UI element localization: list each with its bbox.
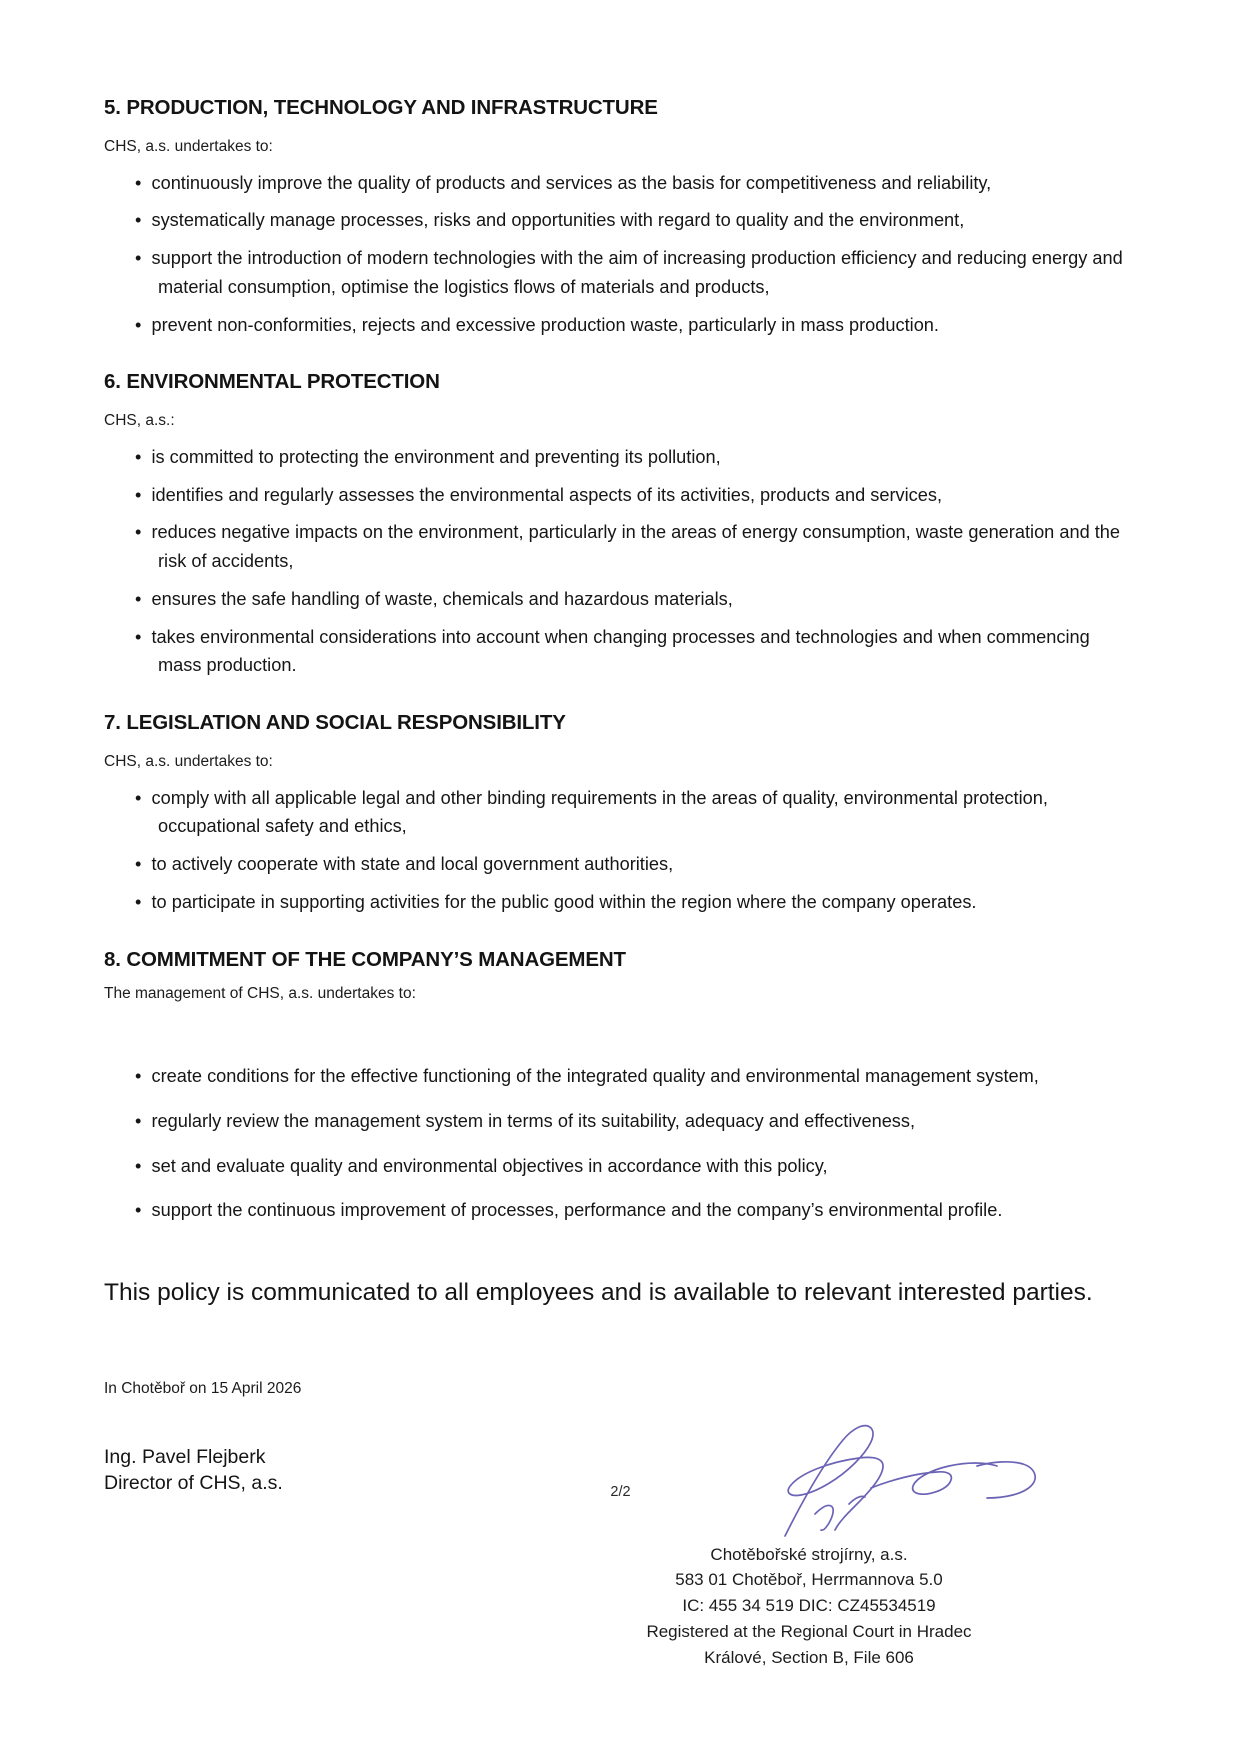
bullet-icon: • <box>135 626 142 647</box>
bullet-text <box>104 443 1129 472</box>
bullet-label: support the introduction of modern technologies with the aim of increasing production efficiency and reducing energy and material consumption, optimise the logistics flows of materials and products, <box>151 248 1123 297</box>
list-item <box>104 1107 1129 1136</box>
bullet-icon: • <box>135 787 142 808</box>
bullet-icon: • <box>135 1155 142 1176</box>
bullet-text <box>104 169 1129 198</box>
bullet-text <box>104 481 1129 510</box>
company-court-registration-line1: Registered at the Regional Court in Hradec <box>646 1622 972 1642</box>
bullet-icon: • <box>135 210 142 231</box>
bullet-text <box>104 888 1129 917</box>
bullet-text <box>104 850 1129 879</box>
company-address: 583 01 Chotěboř, Herrmannova 5.0 <box>675 1570 943 1590</box>
list-item <box>104 784 1129 842</box>
bullet-text <box>104 585 1129 614</box>
list-item <box>104 311 1129 340</box>
section-bullet-list <box>104 784 1129 917</box>
bullet-icon: • <box>135 1066 142 1087</box>
signer-name: Ing. Pavel Flejberk <box>104 1445 266 1468</box>
company-name: Chotěbořské strojírny, a.s. <box>710 1544 908 1564</box>
bullet-label: continuously improve the quality of products and services as the basis for competitiveness and reliability, <box>151 172 992 193</box>
bullet-text <box>104 1107 1129 1136</box>
bullet-text <box>104 206 1129 235</box>
section-production-technology-infrastructure <box>104 96 1129 339</box>
section-environmental-protection <box>104 370 1129 680</box>
bullet-icon: • <box>135 248 142 269</box>
list-item <box>104 850 1129 879</box>
closing-statement: This policy is communicated to all employees and is available to relevant interested parties. <box>104 1279 1093 1307</box>
list-item <box>104 206 1129 235</box>
section-heading: 6. ENVIRONMENTAL PROTECTION <box>104 370 440 394</box>
bullet-icon: • <box>135 522 142 543</box>
section-bullet-list <box>104 169 1129 340</box>
list-item <box>104 623 1129 681</box>
bullet-icon: • <box>135 1200 142 1221</box>
bullet-label: support the continuous improvement of processes, performance and the company’s environmental profile. <box>151 1200 1003 1221</box>
bullet-label: is committed to protecting the environment and preventing its pollution, <box>151 446 721 467</box>
bullet-label: identifies and regularly assesses the environmental aspects of its activities, products and services, <box>151 484 943 505</box>
list-item <box>104 169 1129 198</box>
section-lead-text: CHS, a.s. undertakes to: <box>104 137 273 155</box>
bullet-label: create conditions for the effective functioning of the integrated quality and environmental management system, <box>151 1066 1039 1087</box>
bullet-text <box>104 784 1129 842</box>
list-item <box>104 443 1129 472</box>
section-bullet-list <box>104 1062 1129 1225</box>
handwritten-signature-icon <box>771 1418 1051 1543</box>
bullet-label: comply with all applicable legal and other binding requirements in the areas of quality, environmental protection, occupational safety and ethics, <box>151 787 1048 837</box>
bullet-label: to participate in supporting activities for the public good within the region where the company operates. <box>151 891 977 912</box>
section-heading: 8. COMMITMENT OF THE COMPANY’S MANAGEMENT <box>104 947 626 971</box>
section-lead-text: CHS, a.s.: <box>104 411 175 429</box>
bullet-text <box>104 244 1129 302</box>
list-item <box>104 1152 1129 1181</box>
bullet-icon: • <box>135 484 142 505</box>
bullet-icon: • <box>135 446 142 467</box>
bullet-text <box>104 1062 1129 1091</box>
list-item <box>104 481 1129 510</box>
company-court-registration-line2: Králové, Section B, File 606 <box>704 1647 914 1667</box>
bullet-label: ensures the safe handling of waste, chemicals and hazardous materials, <box>151 588 733 609</box>
bullet-icon: • <box>135 314 142 335</box>
bullet-label: systematically manage processes, risks and opportunities with regard to quality and the environment, <box>151 210 965 231</box>
bullet-label: to actively cooperate with state and local government authorities, <box>151 854 674 875</box>
section-commitment-of-management <box>104 948 1129 1226</box>
section-heading: 7. LEGISLATION AND SOCIAL RESPONSIBILITY <box>104 711 566 735</box>
bullet-icon: • <box>135 1110 142 1131</box>
bullet-text <box>104 1152 1129 1181</box>
company-registration-ids: IC: 455 34 519 DIC: CZ45534519 <box>682 1596 936 1616</box>
bullet-icon: • <box>135 891 142 912</box>
section-bullet-list <box>104 443 1129 680</box>
page-number: 2/2 <box>610 1484 631 1500</box>
list-item <box>104 244 1129 302</box>
bullet-label: set and evaluate quality and environmental objectives in accordance with this policy, <box>151 1155 828 1176</box>
section-lead-text: CHS, a.s. undertakes to: <box>104 752 273 770</box>
bullet-text <box>104 623 1129 681</box>
date-line: In Chotěboř on 15 April 2026 <box>104 1379 302 1397</box>
bullet-icon: • <box>135 854 142 875</box>
bullet-label: prevent non-conformities, rejects and excessive production waste, particularly in mass production. <box>151 314 939 335</box>
bullet-icon: • <box>135 588 142 609</box>
bullet-text <box>104 518 1129 576</box>
section-legislation-social-responsibility <box>104 711 1129 917</box>
list-item <box>104 888 1129 917</box>
signer-title: Director of CHS, a.s. <box>104 1471 283 1494</box>
bullet-icon: • <box>135 172 142 193</box>
section-heading: 5. PRODUCTION, TECHNOLOGY AND INFRASTRUCTURE <box>104 96 658 119</box>
section-lead-text: The management of CHS, a.s. undertakes to: <box>104 985 416 1003</box>
bullet-text <box>104 1196 1129 1225</box>
company-address-block <box>599 1542 1019 1671</box>
list-item <box>104 518 1129 576</box>
page-content <box>104 96 1129 1667</box>
list-item <box>104 585 1129 614</box>
bullet-label: regularly review the management system in terms of its suitability, adequacy and effectiveness, <box>151 1110 916 1131</box>
list-item <box>104 1062 1129 1091</box>
bullet-label: takes environmental considerations into account when changing processes and technologies and when commencing mass production. <box>151 626 1090 676</box>
bullet-label: reduces negative impacts on the environment, particularly in the areas of energy consumption, waste generation and the risk of accidents, <box>151 522 1121 572</box>
bullet-text <box>104 311 1129 340</box>
signature-area <box>104 1444 1129 1667</box>
list-item <box>104 1196 1129 1225</box>
